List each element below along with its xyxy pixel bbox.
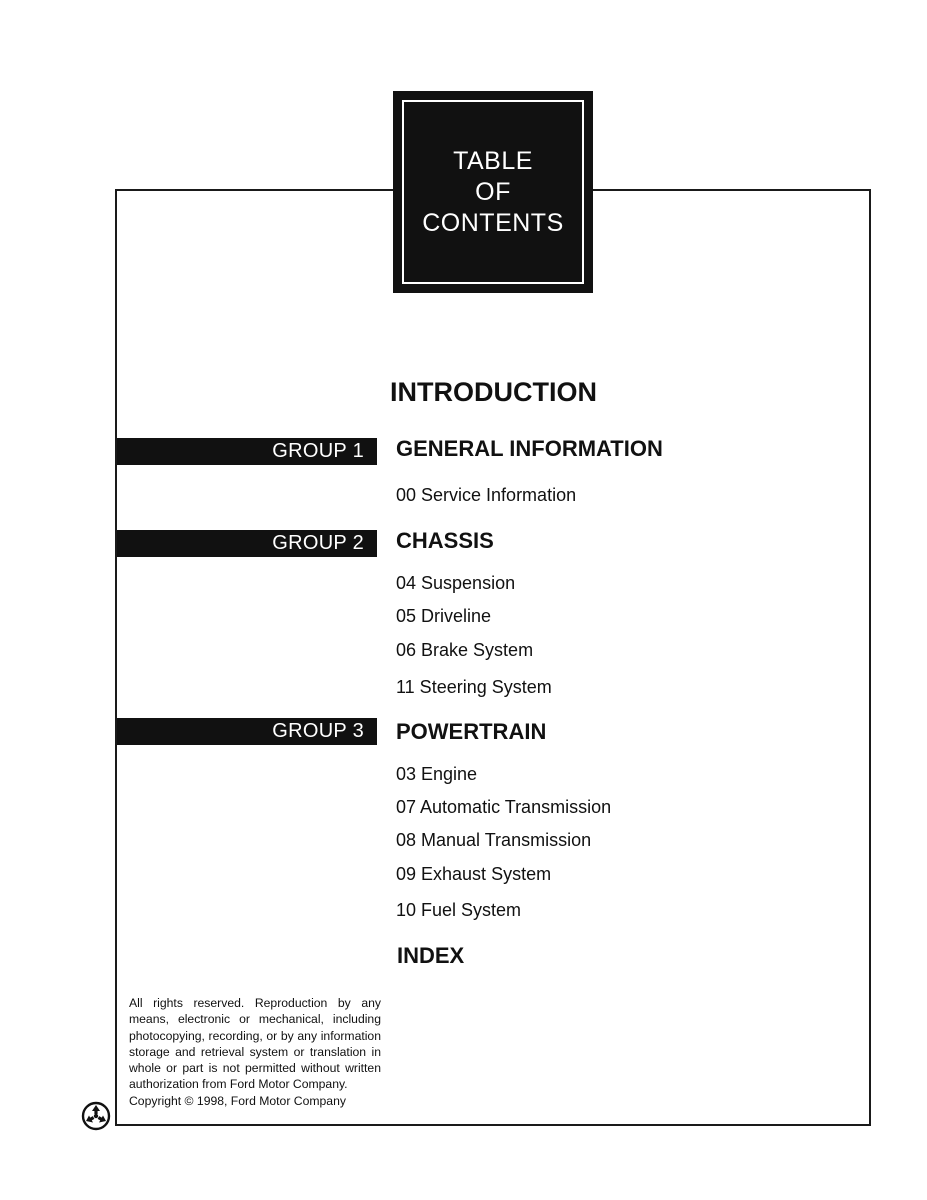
- group-3-bar: GROUP 3: [117, 718, 377, 745]
- group-1-heading[interactable]: GENERAL INFORMATION: [396, 436, 663, 461]
- toc-entry-engine[interactable]: 03 Engine: [396, 764, 478, 784]
- title-line-1: TABLE: [453, 146, 533, 175]
- toc-entry-exhaust-system[interactable]: 09 Exhaust System: [396, 864, 552, 884]
- rights-reserved-text: All rights reserved. Reproduction by any means, electronic or mechanical, including photocopying, recording, or by any information storage and retrieval system or translation in whole or part is not permitted without written authorization from Ford Motor Company.: [129, 996, 381, 1092]
- group-3-heading[interactable]: POWERTRAIN: [396, 719, 547, 744]
- toc-entry-brake-system[interactable]: 06 Brake System: [396, 640, 534, 660]
- introduction-heading[interactable]: INTRODUCTION: [390, 377, 597, 407]
- group-1-bar: GROUP 1: [117, 438, 377, 465]
- toc-entry-service-information[interactable]: 00 Service Information: [396, 485, 577, 505]
- group-2-heading[interactable]: CHASSIS: [396, 528, 494, 553]
- copyright-notice: [129, 995, 381, 1109]
- group-2-bar: GROUP 2: [117, 530, 377, 557]
- toc-entry-manual-transmission[interactable]: 08 Manual Transmission: [396, 830, 592, 850]
- title-line-2: OF: [475, 177, 511, 206]
- recycled-paper-icon: [81, 1101, 111, 1131]
- toc-entry-automatic-transmission[interactable]: 07 Automatic Transmission: [396, 797, 612, 817]
- toc-entry-suspension[interactable]: 04 Suspension: [396, 573, 516, 593]
- copyright-line: Copyright © 1998, Ford Motor Company: [129, 1093, 346, 1108]
- toc-entry-fuel-system[interactable]: 10 Fuel System: [396, 900, 522, 920]
- index-heading[interactable]: INDEX: [397, 943, 465, 968]
- toc-entry-driveline[interactable]: 05 Driveline: [396, 606, 492, 626]
- title-box: [393, 91, 593, 293]
- toc-entry-steering-system[interactable]: 11 Steering System: [396, 677, 552, 697]
- title-inner-border: [402, 100, 584, 284]
- title-line-3: CONTENTS: [422, 208, 564, 237]
